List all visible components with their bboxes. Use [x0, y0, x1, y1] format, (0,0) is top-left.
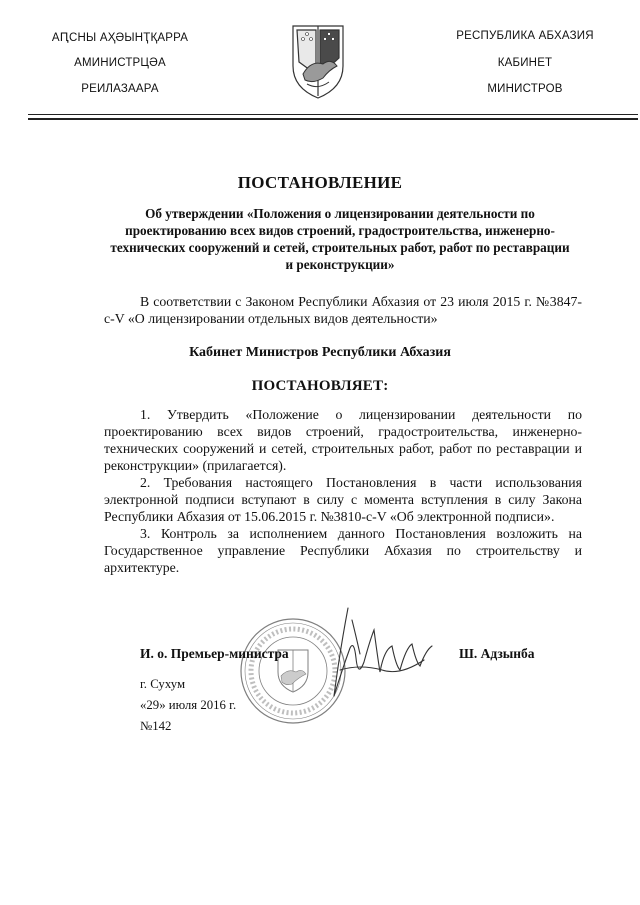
header-right-line-3: МИНИСТРОВ [487, 83, 563, 95]
header-left-line-3: РЕИЛАЗААРА [81, 83, 159, 95]
decree-heading: ПОСТАНОВЛЯЕТ: [251, 378, 389, 394]
coat-of-arms-icon [283, 14, 353, 102]
paragraph-2: 2. Требования настоящего Постановления в части использования электронной подписи вступают в силу с момента вступления в силу Закона Республики Абхазия от 15.06.2015 г. №3810-с-V «Об электронной подписи». [104, 475, 582, 524]
header-right-line-1: РЕСПУБЛИКА АБХАЗИЯ [456, 30, 594, 42]
header-divider-thick [28, 118, 638, 120]
issue-place: г. Сухум [140, 677, 186, 691]
document-title: ПОСТАНОВЛЕНИЕ [237, 173, 403, 192]
document-number: №142 [140, 719, 172, 733]
issuing-body: Кабинет Министров Республики Абхазия [189, 345, 451, 360]
signatory-position: И. о. Премьер-министра [140, 646, 289, 661]
paragraph-3: 3. Контроль за исполнением данного Постановления возложить на Государственное управление Республики Абхазия по строительству и архитектуре. [104, 526, 582, 575]
handwritten-signature [320, 600, 450, 710]
decree-body [104, 406, 582, 576]
document-subject: Об утверждении «Положения о лицензировании деятельности по проектированию всех видов строений, градостроительства, инженерно-технических сооружений и сетей, строительных работ, работ по реставрации и реконструкции» [110, 206, 570, 272]
header-left-line-1: АԤСНЫ АҲӘЫНҬҚАРРА [51, 32, 189, 44]
header-right-line-2: КАБИНЕТ [497, 57, 553, 69]
paragraph-1: 1. Утвердить «Положение о лицензировании деятельности по проектированию всех видов строений, градостроительства, инженерно-технических сооружений и сетей, строительных работ, работ по реставрации и реконструкции» (прилагается). [104, 407, 582, 473]
signatory-name: Ш. Адзынба [459, 646, 535, 661]
header-left-line-2: АМИНИСТРЦӘА [74, 57, 166, 69]
issue-date: «29» июля 2016 г. [140, 698, 237, 712]
header-divider-thin [28, 114, 638, 115]
legal-basis: В соответствии с Законом Республики Абхазия от 23 июля 2015 г. №3847-с-V «О лицензировании отдельных видов деятельности» [104, 294, 582, 326]
